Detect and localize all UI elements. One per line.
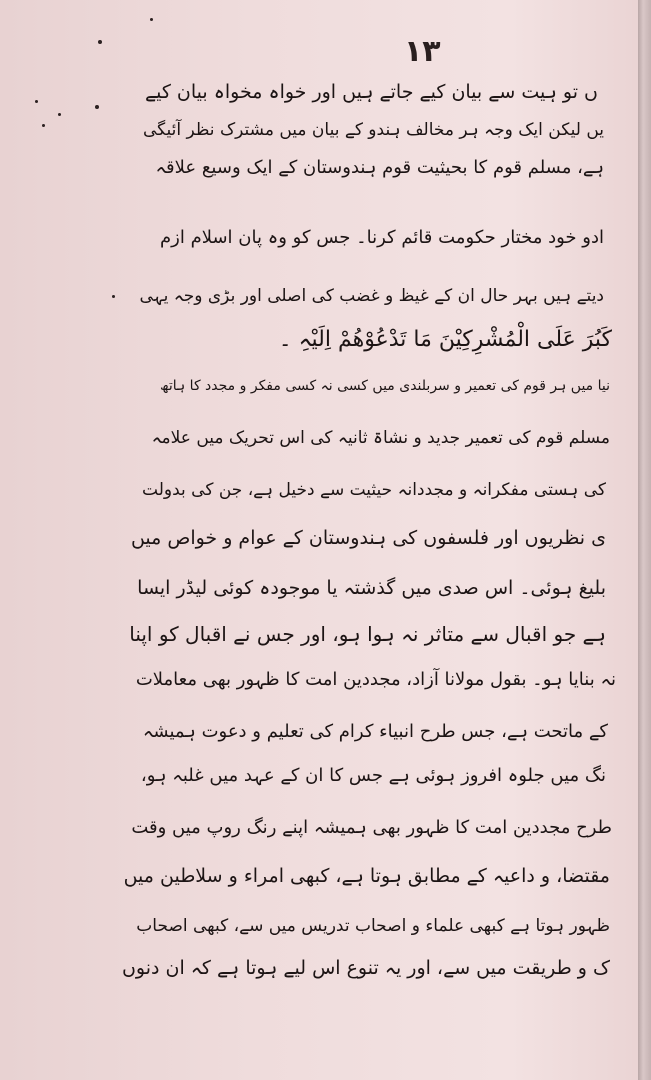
text-line: ک و طریقت میں سے، اور یہ تنوع اس لیے ہوتا ہے کہ ان دنوں [121, 957, 610, 979]
text-line: ی نظریوں اور فلسفوں کی ہندوستان کے عوام و خواص میں [130, 527, 606, 549]
text-line: ظہور ہوتا ہے کبھی علماء و اصحاب تدریس میں سے، کبھی اصحاب [136, 916, 610, 936]
text-line: نگ میں جلوہ افروز ہوئی ہے جس کا ان کے عہد میں غلبہ ہو، [140, 765, 606, 786]
text-line: ں تو ہیت سے بیان کیے جاتے ہیں اور خواہ مخواہ بیان کیے [144, 81, 598, 103]
text-line: طرح مجددین امت کا ظہور بھی ہمیشہ اپنے رنگ روپ میں وقت [131, 817, 612, 838]
text-line: مسلم قوم کی تعمیر جدید و نشاۃ ثانیہ کی اس تحریک میں علامہ [151, 428, 610, 448]
book-gutter [638, 0, 651, 1080]
ink-speck [112, 295, 115, 298]
text-line: کے ماتحت ہے، جس طرح انبیاء کرام کی تعلیم و دعوت ہمیشہ [142, 721, 608, 742]
text-line: ہے، مسلم قوم کا بحیثیت قوم ہندوستان کے ایک وسیع علاقہ [155, 157, 604, 178]
ink-speck [42, 124, 45, 127]
ink-speck [35, 100, 38, 103]
ink-speck [58, 113, 61, 116]
text-line: ہے جو اقبال سے متاثر نہ ہوا ہو، اور جس نے اقبال کو اپنا [129, 622, 606, 646]
text-line: کَبُرَ عَلَی الْمُشْرِکِیْنَ مَا تَدْعُوْهُمْ اِلَیْہِ ۔ [278, 327, 612, 352]
text-line: ادو خود مختار حکومت قائم کرنا۔ جس کو وہ پان اسلام ازم [160, 227, 604, 248]
ink-speck [98, 40, 102, 44]
text-line: بلیغ ہوئی۔ اس صدی میں گذشتہ یا موجودہ کوئی لیڈر ایسا [137, 577, 606, 599]
ink-speck [95, 105, 99, 109]
page-number: ۱۳ [404, 34, 441, 69]
text-line: مقتضا، و داعیہ کے مطابق ہوتا ہے، کبھی امراء و سلاطین میں [123, 865, 610, 887]
text-line: دیتے ہیں بہر حال ان کے غیظ و غضب کی اصلی اور بڑی وجہ یہی [139, 286, 604, 306]
text-line: کی ہستی مفکرانہ و مجددانہ حیثیت سے دخیل ہے، جن کی بدولت [142, 480, 606, 500]
text-line: نہ بنایا ہو۔ بقول مولانا آزاد، مجددین امت کا ظہور بھی معاملات [135, 669, 616, 690]
text-line: یں لیکن ایک وجہ ہر مخالف ہندو کے بیان میں مشترک نظر آئیگی [142, 120, 604, 140]
text-line: نیا میں ہر قوم کی تعمیر و سربلندی میں کسی نہ کسی مفکر و مجدد کا ہاتھ [160, 378, 610, 394]
ink-speck [150, 18, 153, 21]
